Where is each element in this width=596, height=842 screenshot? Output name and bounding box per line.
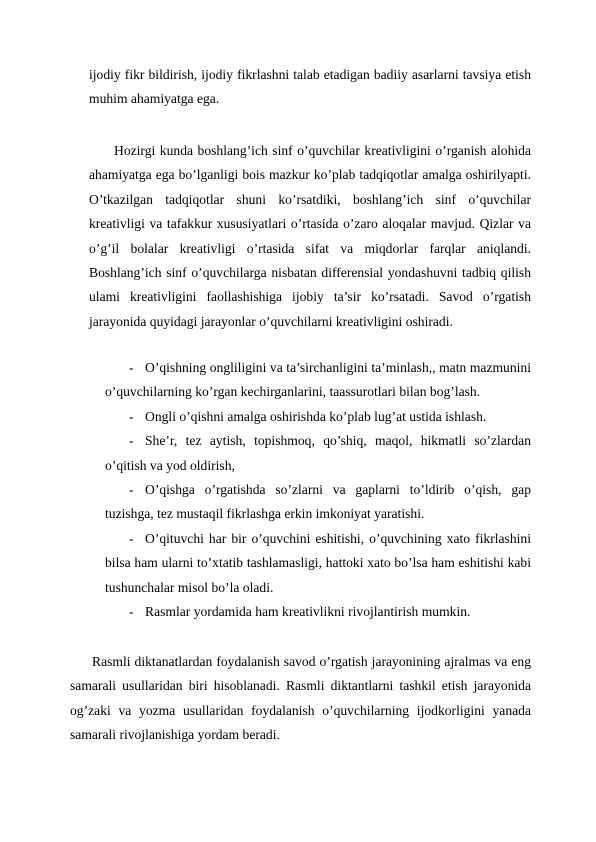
paragraph-intro: ijodiy fikr bildirish, ijodiy fikrlashni talab etadigan badiiy asarlarni tavsiya etish muhim ahamiyatga ega. <box>89 67 531 107</box>
list-marker: - <box>129 482 134 498</box>
list-marker: - <box>129 433 134 449</box>
list-item-text: O’qishning ongliligini va ta’sirchanligini ta’minlash,, matn mazmunini o’quvchilarning ko’rgan kechirganlarini, taassurotlari bilan bog’lash. <box>105 360 531 400</box>
list-item-text: O’qishga o’rgatishda so’zlarni va gaplarni to’ldirib o’qish, gap tuzishga, tez mustaqil fikrlashga erkin imkoniyat yaratishi. <box>105 482 531 522</box>
list-item <box>105 600 531 624</box>
list-item <box>105 429 531 478</box>
list-item-text: Rasmlar yordamida ham kreativlikni rivojlantirish mumkin. <box>145 604 471 620</box>
list-item <box>105 405 531 429</box>
bullet-list <box>105 356 531 624</box>
list-marker: - <box>129 604 134 620</box>
list-item <box>105 527 531 600</box>
list-item-text: Ongli o’qishni amalga oshirishda ko’plab lug’at ustida ishlash. <box>145 408 487 424</box>
paragraph-dictation: Rasmli diktanatlardan foydalanish savod o’rgatish jarayonining ajralmas va eng samarali usullaridan biri hisoblanadi. Rasmli diktantlarni tashkil etish jarayonida og’zaki va yozma usullaridan foydalanish o’quvchilarning ijodkorligini yanada samarali rivojlanishiga yordam beradi. <box>70 654 531 743</box>
paragraph-research: Hozirgi kunda boshlang’ich sinf o’quvchilar kreativligini o’rganish alohida ahamiyatga ega bo’lganligi bois mazkur ko’plab tadqiqotlar amalga oshirilyapti. O’tkazilgan tadqiqotlar shuni ko’rsatdiki, boshlang’ich sinf o’quvchilar kreativligi va tafakkur xususiyatlari o’rtasida o’zaro aloqalar mavjud. Qizlar va o’g’il bolalar kreativligi o’rtasida sifat va miqdorlar farqlar aniqlandi. Boshlang’ich sinf o’quvchilarga nisbatan differensial yondashuvni tadbiq qilish ulami kreativligini faollashishiga ijobiy ta’sir ko’rsatadi. Savod o’rgatish jarayonida quyidagi jarayonlar o’quvchilarni kreativligini oshiradi. <box>89 143 531 329</box>
list-item-text: She’r, tez aytish, topishmoq, qo’shiq, maqol, hikmatli so’zlardan o’qitish va yod oldirish, <box>105 433 531 473</box>
list-marker: - <box>129 530 134 546</box>
list-item <box>105 478 531 527</box>
list-marker: - <box>129 408 134 424</box>
list-item <box>105 356 531 405</box>
list-item-text: O’qituvchi har bir o’quvchini eshitishi, o’quvchining xato fikrlashini bilsa ham ularni to’xtatib tashlamasligi, hattoki xato bo’lsa ham eshitishi kabi tushunchalar misol bo’la oladi. <box>105 530 531 595</box>
list-marker: - <box>129 360 134 375</box>
